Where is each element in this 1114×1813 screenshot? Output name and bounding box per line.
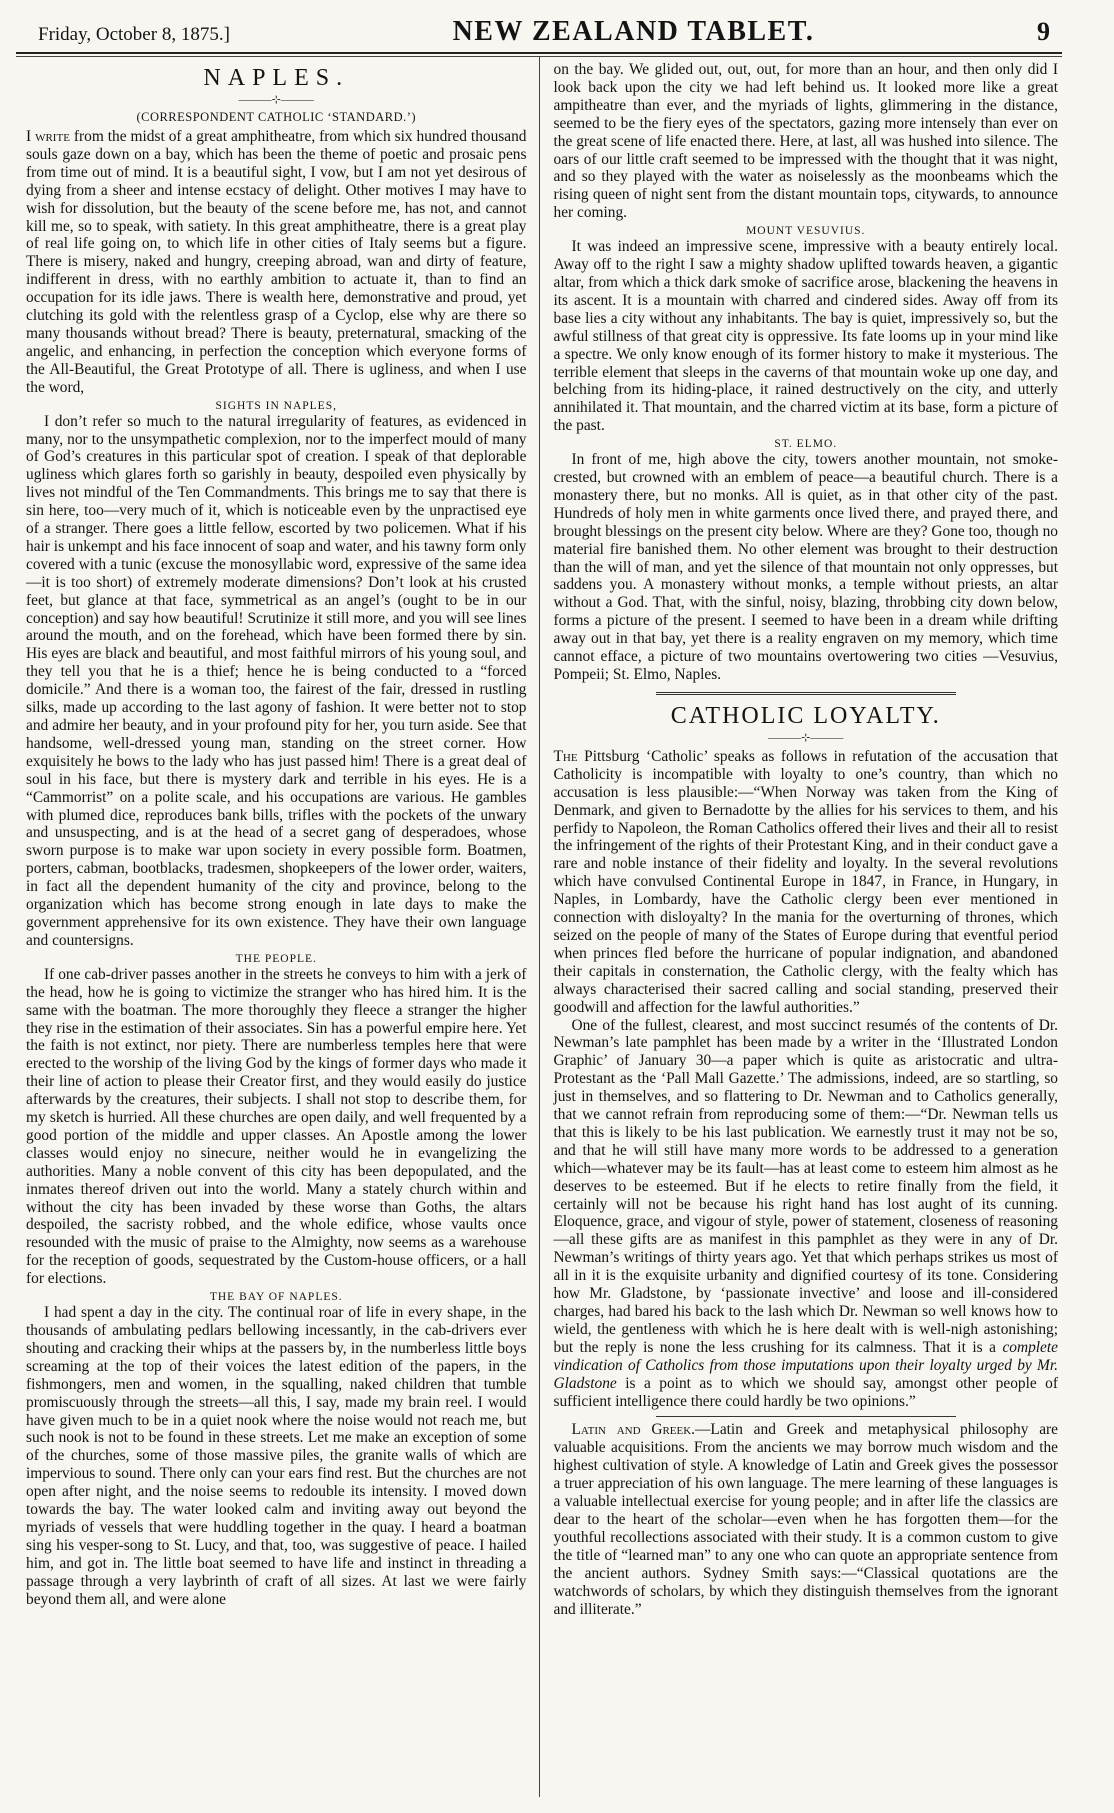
article-title-catholic-loyalty: CATHOLIC LOYALTY.: [670, 702, 941, 729]
columns: [16, 56, 1062, 1797]
italic-quote: complete vindication of Catholics from those imputations upon their loyalty urged by Mr. Gladstone: [553, 1338, 1058, 1392]
title-ornament: ———⊹———: [768, 731, 844, 744]
article-separator: [656, 1416, 956, 1417]
article-paragraph: I write from the midst of a great amphitheatre, from which six hundred thousand souls gaze down on a bay, which has been the theme of poetic and prosaic pens from time out of mind. It is a beautiful sight, I vow, but I am not yet desirous of dying from a sheer and intense ecstacy of delight. Other motives I may have to wish for dissolution, but the beauty of the scene before me, has not, and cannot kill me, so to speak, with satiety. In this great amphitheatre, there is a great play of real life going on, to which life in other cities of Italy seems but a figure. There is misery, naked and hungry, creeping abroad, wan and dirty of feature, indifferent in dress, with no earthly ambition to actuate it, than to find an occupation for its idle jaws. There is wealth here, demonstrative and proud, yet clutching its gold with the relentless grasp of a Cyclop, else why are there so many thousands without bread? There is beauty, preternatural, smacking of the angelic, and enhancing, in perfection the conception which everyone forms of the All-Beautiful, the Great Prototype of all. There is ugliness, and when I use the word,: [26, 128, 527, 396]
article-paragraph: If one cab-driver passes another in the streets he conveys to him with a jerk of the head, how he is going to victimize the stranger who has hired him. It is the same with the boatman. The more thoroughly they fleece a stranger the higher they rise in the estimation of their associates. Sin has a powerful empire here. Yet the faith is not extinct, nor piety. There are numberless temples here that were erected to the worship of the living God by the kings of former days who made it their line of action to please their Creator first, and they would easily do justice afterwards by the creatures, their subjects. I shall not stop to describe them, for my sketch is hurried. All these churches are open daily, and well frequented by a good portion of the middle and upper classes. An Apostle among the lower classes would enjoy no sinecure, neither would he in evangelizing the authorities. Many a noble convent of this city has been depopulated, and the inmates thereof driven out into the world. Many a stately church within and without the city has been invaded by these worse than Goths, the altars despoiled, the sacristy robbed, and the whole edifice, whose vaults once resounded with the music of praise to the Almighty, now seems as a warehouse for the reception of goods, sequestrated by the Custom-house officers, or a hall for elections.: [26, 965, 527, 1288]
article-paragraph: on the bay. We glided out, out, out, for more than an hour, and then only did I look back upon the city we had left behind us. It looked more like a great ampitheatre than ever, and the myriads of lights, glimmering in the distance, seemed to be the fiery eyes of the spectators, gazing more intensely than ever on the great scene of life enacted there. Here, at last, all was hushed into silence. The oars of our little craft seemed to be impressed with the thought that it was night, and so they played with the water as noiselessly as the moonbeams which the rising queen of night sent from the distant mountain tops, citywards, to announce her coming.: [553, 61, 1058, 222]
article-paragraph: It was indeed an impressive scene, impressive with a beauty entirely local. Away off to the right I saw a mighty shadow uplifted towards heaven, a gigantic altar, from which a thick dark smoke of sacrifice arose, blackening the heavens in its ascent. It is a mountain with charred and cindered sides. Away off from its base lies a city without any inhabitants. The bay is quiet, impressively so, but the awful stillness of that great city is oppressive. Its fate looms up in your mind like a spectre. We only know enough of its former history to make it mysterious. The terrible element that sleeps in the caverns of that mountain woke up one day, and belching from its hiding-place, it rained destructively on the city, and utterly annihilated it. That mountain, and the charred victim at its base, form a picture of the past.: [553, 238, 1058, 435]
subheading-people: THE PEOPLE.: [235, 952, 317, 965]
article-paragraph: I had spent a day in the city. The continual roar of life in every shape, in the thousands of ambulating pedlars bellowing incessantly, in the cab-drivers ever shouting and cracking their whips at the passers by, in the numberless little boys screaming at the top of their voices the latest edition of the papers, in the fishmongers, men and women, in the squalling, naked children that tumble promiscuously through the streets—all this, I say, made my brain reel. I would have given much to be in a quiet nook where the noise would not reach me, but such nook is not to be found in these streets. Let me make an exception of some of the churches, some of those massive piles, the granite walls of which are impervious to sound. There only can your ears find rest. But the churches are not open after night, and the noise seems to redouble its intensity. I moved down towards the bay. The water looked calm and inviting away out beyond the myriads of vessels that were huddling together in the quay. I heard a boatman sing his vesper-song to St. Lucy, and that, too, was suggestive of peace. I hailed him, and got in. The little boat seemed to have life and instinct in threading a passage through a very laybrinth of craft of all sizes. At last we were fairly beyond them all, and were alone: [26, 1304, 527, 1608]
article-paragraph: In front of me, high above the city, towers another mountain, not smoke-crested, but crowned with an emblem of peace—a beautiful church. There is a monastery there, but no monks. All is quiet, as in that other city of the past. Hundreds of holy men in white garments once lived there, and prayed there, and brought blessings on the present city below. Where are they? Gone too, though no material fire banished them. No other element was brought to their destruction than the will of man, and yet the silence of that mountain not only oppresses, but saddens you. A monastery without monks, a temple without priests, an altar without a God. That, with the sinful, noisy, blazing, throbbing city down below, forms a picture of the present. I seemed to have been in a dream while drifting away out in that bay, yet there is a reality engraven on my memory, which time cannot efface, a picture of two mountains overtowering two cities —Vesuvius, Pompeii; St. Elmo, Naples.: [553, 451, 1058, 683]
lead-small-caps: I write: [26, 128, 70, 145]
article-paragraph: I don’t refer so much to the natural irregularity of features, as evidenced in many, nor to the unsympathetic complexion, nor to the imperfect mould of many of God’s creatures in this particular spot of creation. I speak of that deplorable ugliness which glares forth so garishly in beauty, despoiled even physically by lives not mindful of the Ten Commandments. This brings me to say that there is sin here, too—very much of it, which is noticeable even by the unpractised eye of a stranger. There goes a little fellow, escorted by two policemen. What if his hair is unkempt and his face innocent of soap and water, and his tawny form only covered with a tunic (excuse the monosyllabic word, expressive of the same idea—it is too short) of extremely moderate dimensions? Don’t look at his crusted feet, but glance at that face, symmetrical as an angel’s (ought to be in our conception) and say how beautiful! Scrutinize it still more, and you will see lines around the mouth, and on the forehead, which have been formed there by sin. His eyes are black and beautiful, and most faithful mirrors of his young soul, and they tell you that he is a thief; hence he is being conducted to a “forced domicile.” And there is a woman too, the fairest of the fair, dressed in rustling silks, made up according to the last agony of fashion. It were better not to stop and admire her beauty, and in your profound pity for her, you turn aside. See that handsome, well-dressed young man, standing on the street corner. How exquisitely he bows to the lady who has just passed him! There is a great deal of soul in his face, but there is mystery dark and terrible in his eyes. He is a “Cammorrist” on a polite scale, and his occupations are various. He gambles with plumed dice, reproduces bank bills, trifles with the pockets of the unwary and unsuspecting, and is at the head of a secret gang of desperadoes, whose sworn purpose is to make war upon society in every possible form. Boatmen, porters, cabman, bootblacks, tradesmen, shopkeepers of the lower order, waiters, in fact all the dependent humanity of the city and province, belong to the organization which has become strong enough in late days to make the government apprehensive for its own existence. They have their own language and countersigns.: [26, 412, 527, 949]
issue-date: Friday, October 8, 1875.]: [38, 24, 230, 45]
lead-small-caps: Latin and Greek.: [571, 1421, 696, 1439]
subheading-st-elmo: ST. ELMO.: [774, 438, 838, 451]
article-separator: [656, 692, 956, 695]
title-ornament: ———⊹———: [238, 94, 314, 106]
article-title-naples: NAPLES.: [203, 65, 350, 91]
lead-small-caps: The: [553, 747, 578, 765]
subheading-vesuvius: MOUNT VESUVIUS.: [746, 225, 866, 238]
subheading-bay: THE BAY OF NAPLES.: [209, 1291, 343, 1304]
column-divider: [539, 57, 540, 1797]
article-paragraph: Latin and Greek.—Latin and Greek and metaphysical philosophy are valuable acquisitions. From the ancients we may borrow much wisdom and the highest cultivation of style. A knowledge of Latin and Greek gives the possessor a truer appreciation of his own language. The mere learning of these languages is a valuable intellectual exercise for young people; and in after life the classics are dear to the heart of the scholar—even when he has forgotten them—for the youthful recollections associated with their study. It is a common custom to give the title of “learned man” to any one who can quote an appropriate sentence from the ancient authors. Sydney Smith says:—“Classical quotations are the watchwords of scholars, by which they distinguish themselves from the ignorant and illiterate.”: [553, 1421, 1058, 1618]
article-paragraph: One of the fullest, clearest, and most succinct resumés of the contents of Dr. Newman’s late pamphlet has been made by a writer in the ‘Illustrated London Graphic’ of January 30—a paper which is quite as aristocratic and ultra-Protestant as the ‘Pall Mall Gazette.’ The admissions, indeed, are so startling, so just in themselves, and so flattering to Dr. Newman and to Catholics generally, that we cannot refrain from reproducing some of them:—“Dr. Newman tells us that this is likely to be his last publication. We earnestly trust it may not be so, and that he will still have many more words to be addressed to a generation which—whatever may be its fault—has at least come to esteem him almost as he deserves to be esteemed. But if he elects to retire finally from the field, it certainly will not be because his right hand has lost aught of its cunning. Eloquence, grace, and vigour of style, power of statement, closeness of reasoning—all these gifts are as manifest in this pamphlet as they were in any of Dr. Newman’s writings of thirty years ago. Yet that which perhaps strikes us most of all in it is the exquisite urbanity and dignified courtesy of its tone. Considering how Mr. Gladstone, by ‘passionate invective’ and loose and ill-considered charges, had bared his back to the lash which Dr. Newman so well knows how to wield, the gentleness with which he is here dealt with is well-nigh astonishing; but the reply is none the less crushing for its calmness. That it is a complete vindication of Catholics from those imputations upon their loyalty urged by Mr. Gladstone is a point as to which we should say, amongst other people of sufficient intelligence there could hardly be two opinions.”: [553, 1016, 1058, 1410]
article-byline: (CORRESPONDENT CATHOLIC ‘STANDARD.’): [136, 110, 417, 124]
page-number: 9: [1037, 17, 1050, 46]
masthead-rule: [16, 52, 1062, 54]
article-paragraph: The Pittsburg ‘Catholic’ speaks as follows in refutation of the accusation that Catholicity is incompatible with loyalty to one’s country, than which no accusation is less plausible:—“When Norway was taken from the King of Denmark, and given to Bernadotte by the allies for his services to them, and his perfidy to Napoleon, the Roman Catholics offered their lives and their all to resist the infringement of the rights of their Protestant King, and in their conduct gave a rare and noble instance of their fidelity and loyalty. In the several revolutions which have convulsed Continental Europe in 1847, in France, in Hungary, in Naples, in Lombardy, have the Catholic clergy been ever mentioned in connection with disloyalty? In the mania for the overturning of thrones, which seized on the people of many of the States of Europe during that eventful period when princes fled before the hurricane of popular indignation, and abandoned their capitals in consternation, the Catholic clergy, with the fealty which has always characterised their sacred calling and social standing, preserved their goodwill and affection for the lawful authorities.”: [553, 747, 1058, 1016]
newspaper-title: NEW ZEALAND TABLET.: [452, 16, 815, 47]
masthead: [16, 16, 1062, 50]
right-column: [544, 57, 1063, 1797]
left-column: [16, 57, 535, 1797]
subheading-sights: SIGHTS IN NAPLES,: [215, 399, 337, 412]
